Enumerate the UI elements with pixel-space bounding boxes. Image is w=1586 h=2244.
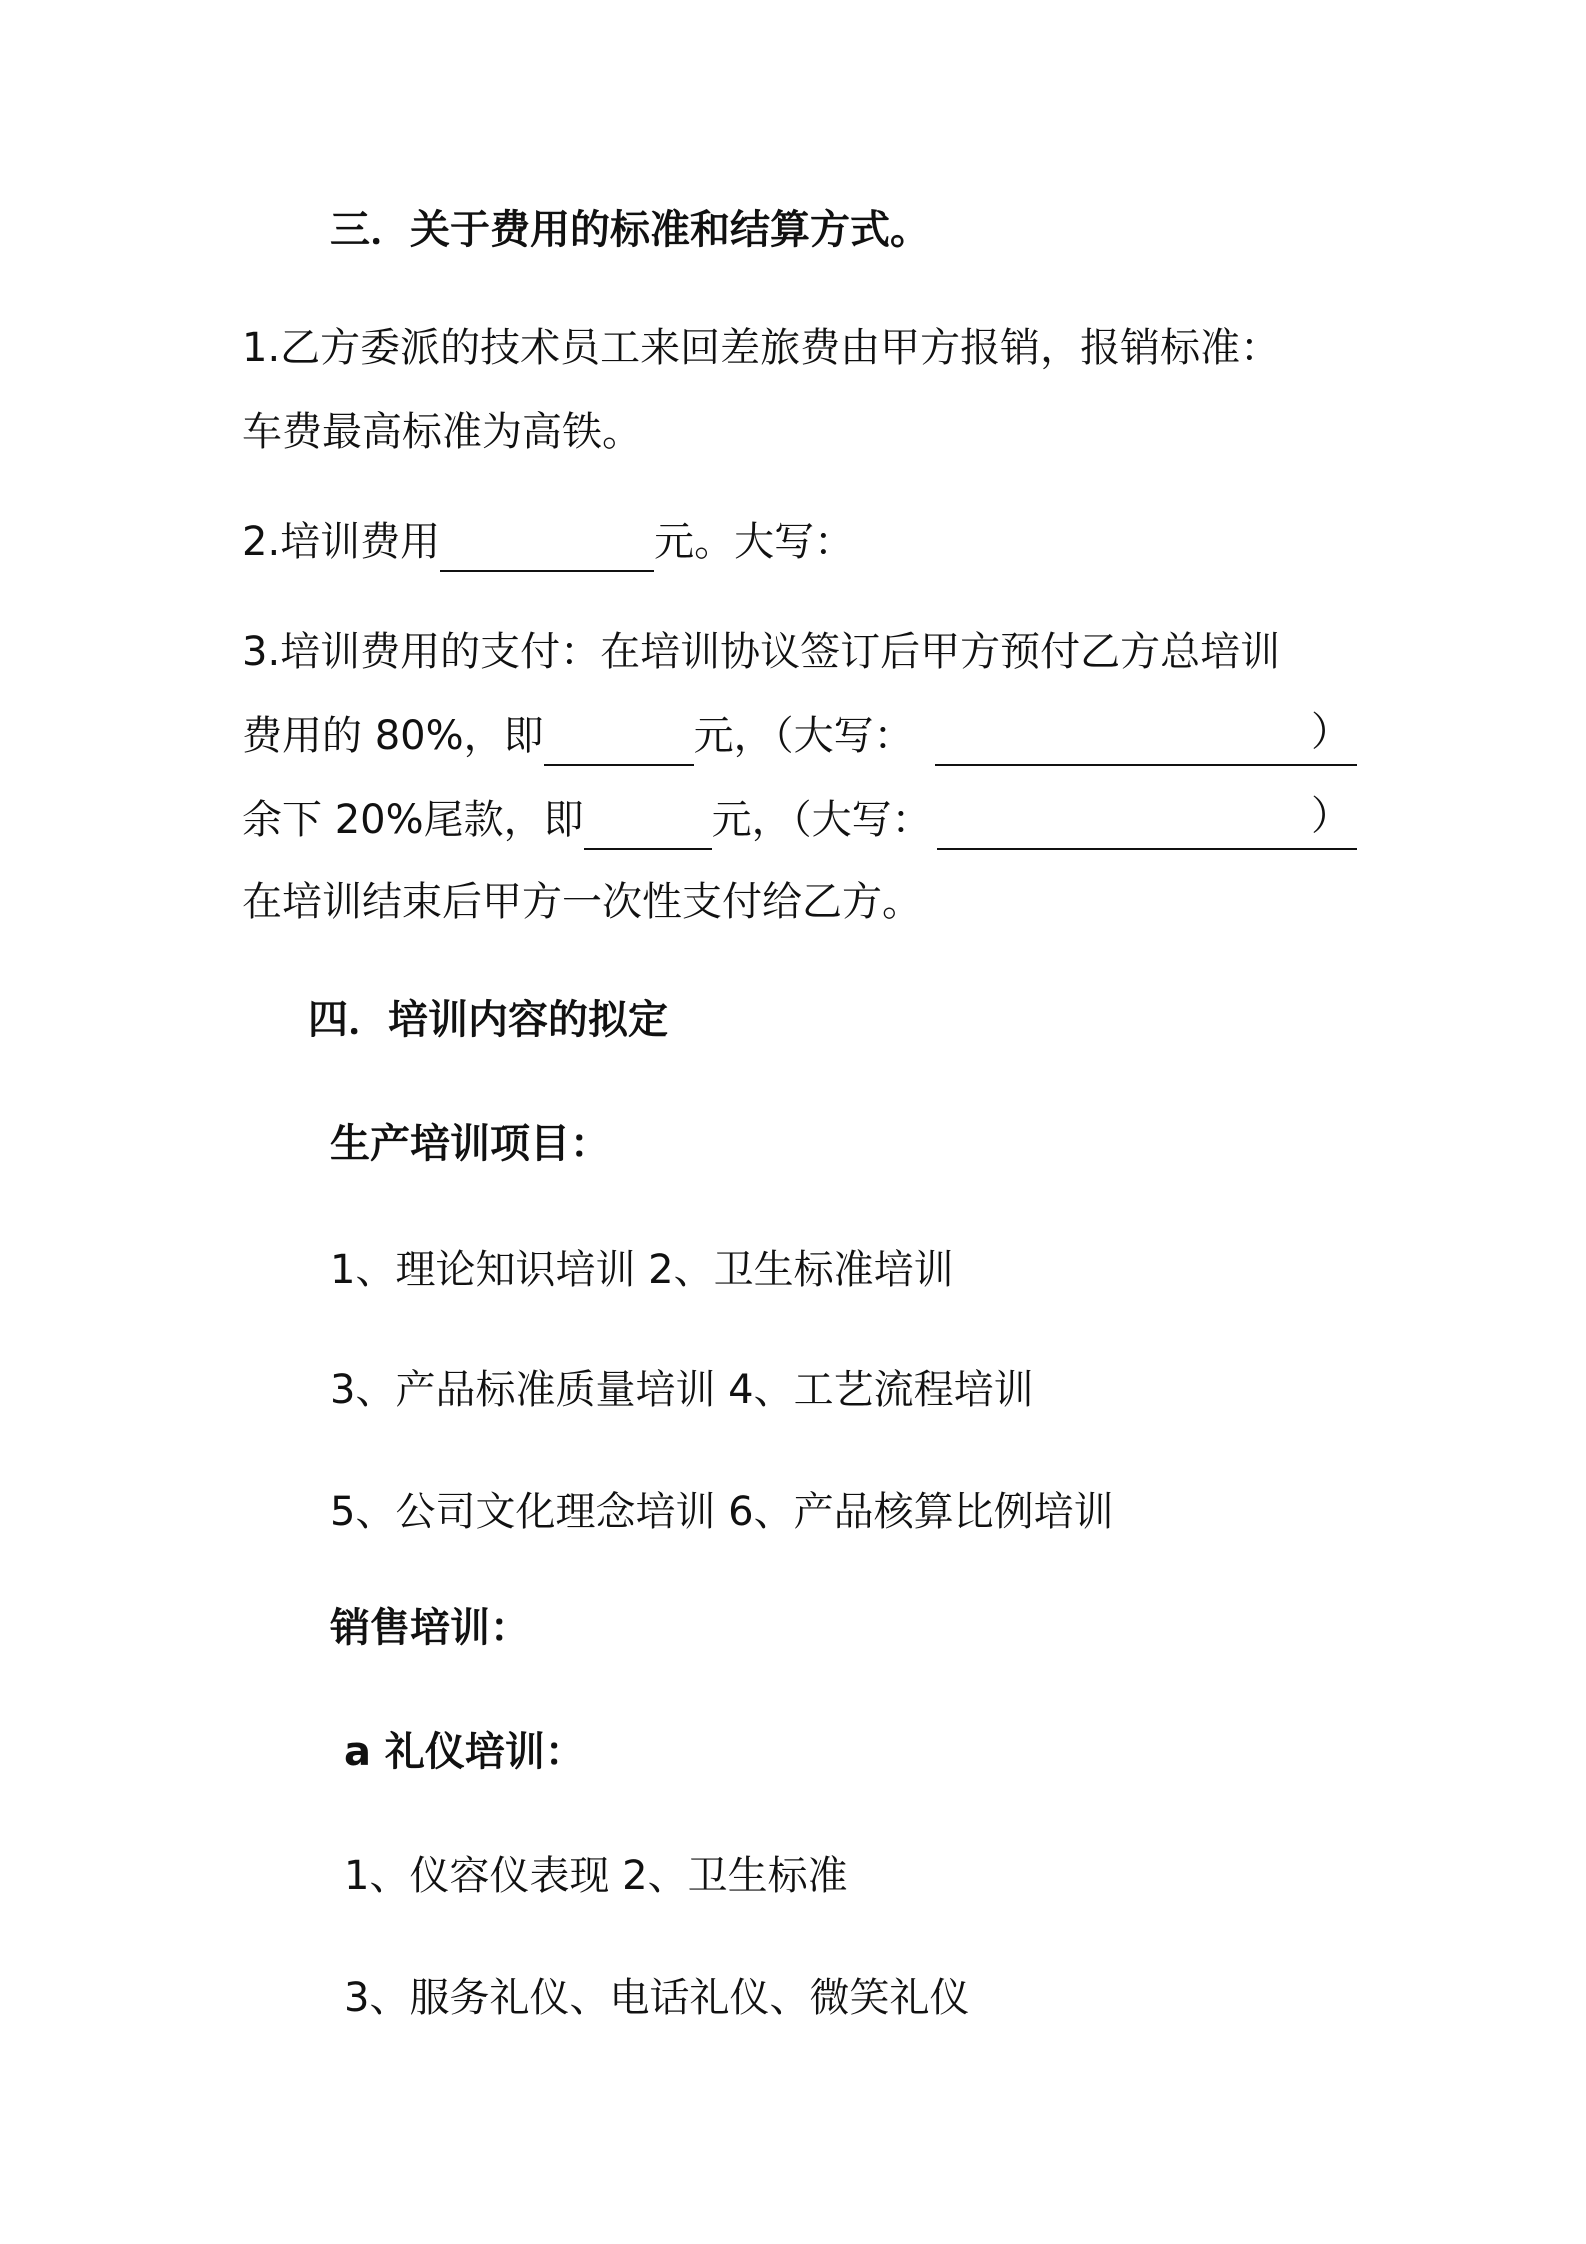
balance-prefix: 余下 20%尾款，即 [242,797,584,843]
fee-amount-blank [440,516,654,572]
advance-mid: 元，（大写： [693,713,914,759]
advance-close-paren: ） [1311,709,1351,755]
item-3-line-4: 在培训结束后甲方一次性支付给乙方。 [242,879,922,925]
item-1-line-2: 车费最高标准为高铁。 [242,409,642,455]
section-4-heading: 四．培训内容的拟定 [308,997,668,1043]
production-training-title: 生产培训项目： [330,1121,610,1167]
item-2-line [242,512,854,572]
balance-uppercase-blank [937,794,1357,850]
etiquette-row-1: 1、仪容仪表现 2、卫生标准 [344,1853,848,1899]
item-1-line-1: 1.乙方委派的技术员工来回差旅费由甲方报销，报销标准： [242,325,1281,371]
sales-training-title: 销售培训： [330,1605,530,1651]
balance-amount-blank [584,794,712,850]
item-2-suffix: 元。大写： [654,519,855,565]
balance-uppercase-blank-wrap [937,790,1357,850]
production-row-3: 5、公司文化理念培训 6、产品核算比例培训 [330,1489,1114,1535]
item-3-line-3 [242,790,932,850]
item-3-line-2 [242,706,914,766]
advance-amount-blank [544,710,694,766]
advance-uppercase-blank-wrap [935,706,1357,766]
balance-close-paren: ） [1311,793,1351,839]
etiquette-training-title: a 礼仪培训： [344,1729,585,1775]
balance-mid: 元，（大写： [711,797,932,843]
advance-uppercase-blank [935,710,1357,766]
etiquette-row-2: 3、服务礼仪、电话礼仪、微笑礼仪 [344,1975,970,2021]
advance-prefix: 费用的 80%，即 [242,713,544,759]
production-row-2: 3、产品标准质量培训 4、工艺流程培训 [330,1367,1034,1413]
item-2-prefix: 2.培训费用 [242,519,441,565]
production-row-1: 1、理论知识培训 2、卫生标准培训 [330,1247,954,1293]
item-3-line-1: 3.培训费用的支付：在培训协议签订后甲方预付乙方总培训 [242,629,1281,675]
section-3-heading: 三．关于费用的标准和结算方式。 [330,207,930,253]
